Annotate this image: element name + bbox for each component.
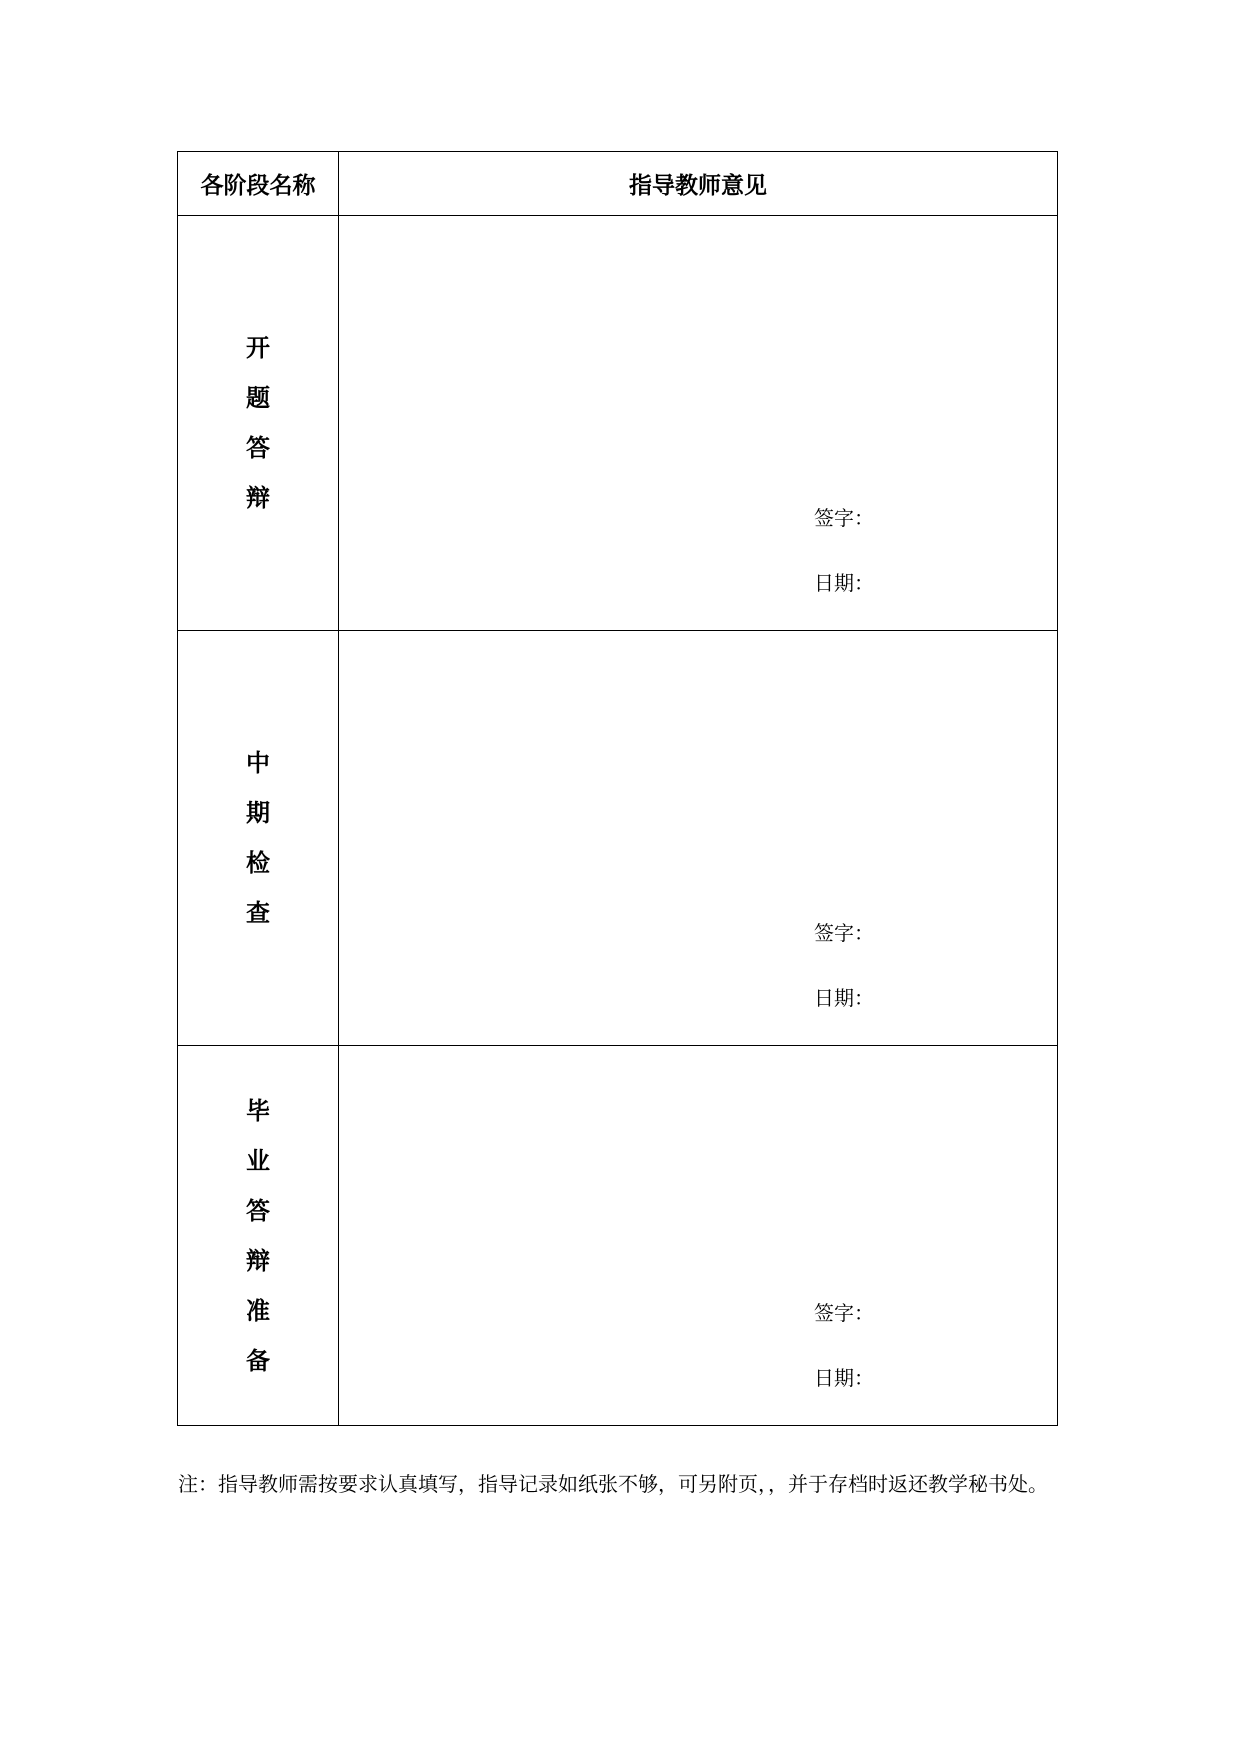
stage-name-midterm-check — [246, 738, 270, 938]
stage-name-proposal-defense — [246, 323, 270, 523]
stage-name-graduation-defense-prep — [246, 1086, 270, 1386]
stage-name-char: 检 — [246, 849, 270, 877]
opinion-field-proposal-defense[interactable] — [339, 216, 1058, 631]
stage-name-char: 答 — [246, 434, 270, 462]
opinion-field-graduation-defense-prep[interactable] — [339, 1046, 1058, 1426]
footnote: 注：指导教师需按要求认真填写，指导记录如纸张不够，可另附页，，并于存档时返还教学秘书处。 — [178, 1472, 1048, 1496]
date-label: 日期： — [814, 1366, 874, 1390]
stage-name-char: 中 — [246, 749, 270, 777]
stage-row-proposal-defense — [178, 216, 1058, 631]
stage-name-cell — [178, 216, 339, 631]
stage-name-cell — [178, 1046, 339, 1426]
signature-label: 签字： — [814, 1301, 874, 1325]
signature-label: 签字： — [814, 921, 874, 945]
stage-name-char: 答 — [246, 1196, 270, 1225]
date-label: 日期： — [814, 571, 874, 595]
stage-name-cell — [178, 631, 339, 1046]
signature-block — [814, 486, 874, 616]
table-header-row — [178, 152, 1058, 216]
stage-name-char: 辩 — [246, 484, 270, 512]
signature-block — [814, 901, 874, 1031]
guidance-opinion-table — [177, 151, 1058, 1426]
signature-label: 签字： — [814, 506, 874, 530]
signature-block — [814, 1281, 874, 1411]
stage-row-graduation-defense-prep — [178, 1046, 1058, 1426]
stage-name-char: 准 — [246, 1296, 270, 1325]
stage-name-char: 查 — [246, 899, 270, 927]
stage-name-char: 开 — [246, 334, 270, 362]
opinion-field-midterm-check[interactable] — [339, 631, 1058, 1046]
stage-row-midterm-check — [178, 631, 1058, 1046]
stage-name-char: 题 — [246, 384, 270, 412]
stage-name-header: 各阶段名称 — [178, 152, 339, 216]
teacher-opinion-header: 指导教师意见 — [339, 152, 1058, 216]
stage-name-char: 毕 — [246, 1096, 270, 1125]
stage-name-char: 备 — [246, 1346, 270, 1375]
stage-name-char: 期 — [246, 799, 270, 827]
stage-name-char: 辩 — [246, 1246, 270, 1275]
stage-name-char: 业 — [246, 1146, 270, 1175]
date-label: 日期： — [814, 986, 874, 1010]
